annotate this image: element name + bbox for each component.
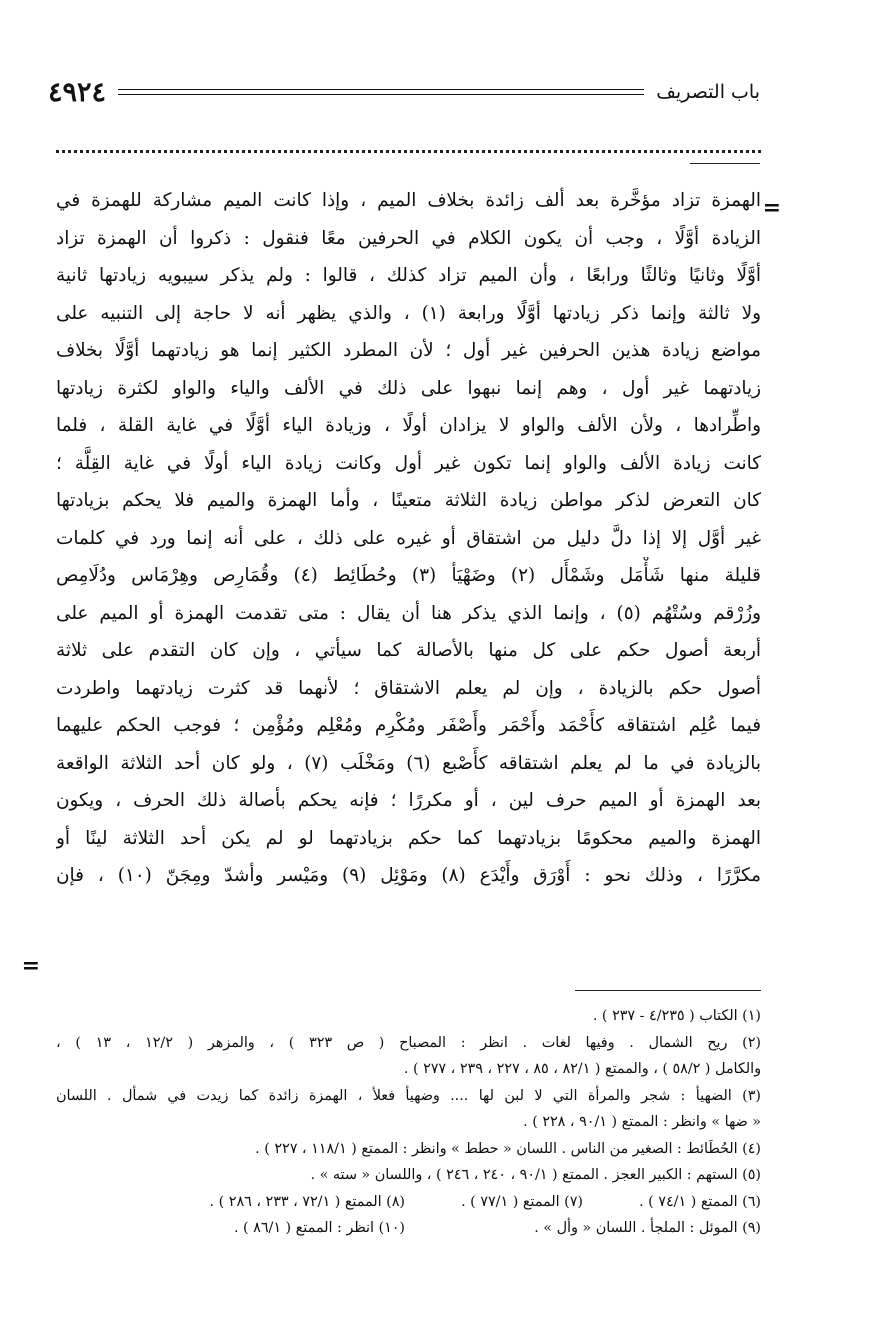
corner-rule <box>690 163 760 164</box>
body-line: أوَّلًا وثانيًا وثالثًا ورابعًا ، وأن الميم تزاد كذلك ، قالوا : ولم يذكر سيبويه زيادتها ثانية <box>56 265 761 286</box>
body-line: مواضع زيادة هذين الحرفين غير أول ؛ لأن المطرد الكثير إنما هو زيادتهما أوَّلًا بخلاف <box>56 340 761 361</box>
footnote-row-6-8 <box>56 1189 761 1216</box>
footnote-1: (١) الكتاب ( ٤/٢٣٥ - ٢٣٧ ) . <box>592 1008 761 1024</box>
footnote-3-line-1: (٣) الضهيأ : شجر والمرأة التي لا لبن لها .... وضهيأ فعلأ ، الهمزة زائدة كما زيدت في شمأل . اللسان <box>56 1087 761 1104</box>
body-line: غير أوَّل إلا إذا دلَّ دليل من اشتقاق أو غيره على ذلك ، على أنه إنما ورد في كلمات <box>56 527 761 549</box>
footnote-5: (٥) الستهم : الكبير العجز . الممتع ( ٩٠/١ ، ٢٤٠ ، ٢٤٦ ) ، واللسان « سته » . <box>310 1167 761 1183</box>
body-line: فيما عُلِم اشتقاقه كأَحْمَد وأَحْمَر وأَصْفَر ومُكْرِم ومُعْلِم ومُؤْمِن ؛ فوجب الحكم عليهما <box>56 715 761 736</box>
footnote-10: (١٠) انظر : الممتع ( ٨٦/١ ) . <box>233 1220 405 1236</box>
footnote-8: (٨) الممتع ( ٧٢/١ ، ٢٣٣ ، ٢٨٦ ) . <box>209 1193 405 1210</box>
body-line: أربعة أصول حكم على كل منها بالأصالة كما سيأتي ، وإن كان التقدم على ثلاثة <box>56 640 761 661</box>
body-line: بالزيادة في ما لم يعلم اشتقاقه كأَصْبع (٦) ومَخْلَب (٧) ، ولو كان أحد الثلاثة الواقعة <box>56 752 761 774</box>
footnote-4: (٤) الحُطَائط : الصغير من الناس . اللسان « حطط » وانظر : الممتع ( ١١٨/١ ، ٢٢٧ ) . <box>255 1140 761 1157</box>
body-line: واطِّرادها ، ولأن الألف والواو لا يزادان أولًا ، وزيادة الياء أوَّلًا في غاية القلة ، فلما <box>56 415 761 436</box>
footnote-row-9-10 <box>56 1215 761 1242</box>
footnote-9: (٩) الموئل : الملجأ . اللسان « وأل » . <box>534 1220 761 1236</box>
page-number: ٤٩٢٤ <box>48 76 107 108</box>
header-rule <box>118 89 644 95</box>
footnotes <box>56 1003 761 1242</box>
body-line: بعد الهمزة أو الميم حرف لين ، أو مكررًا ؛ فإنه يحكم بأصالة ذلك الحرف ، ويكون <box>56 790 761 811</box>
footnote-2-line-2: والكامل ( ٥٨/٢ ) ، والممتع ( ٨٢/١ ، ٨٥ ، ٢٢٧ ، ٢٣٩ ، ٢٧٧ ) . <box>403 1061 761 1077</box>
body-text <box>56 182 761 895</box>
chapter-title: باب التصريف <box>656 80 760 103</box>
continuation-mark-top: = <box>762 195 781 221</box>
body-line: الهمزة والميم محكومًا بزيادتهما كما حكم بزيادتهما لو لم يكن أحد الثلاثة لينًا أو <box>56 827 761 849</box>
footnote-6: (٦) الممتع ( ٧٤/١ ) . <box>639 1193 761 1210</box>
body-line: ولا ثالثة وإنما ذكر زيادتها أوَّلًا ورابعة (١) ، والذي يظهر أنه لا حاجة إلى التنبيه على <box>56 302 761 324</box>
body-line: كانت زيادة الألف والواو إنما تكون غير أول وكانت زيادة الياء أولًا في غاية القِلَّة ؛ <box>56 452 761 474</box>
body-line: أصول حكم بالزيادة ، وإن لم يعلم الاشتقاق ؛ لأنهما قد كثرت زيادتهما واطردت <box>56 677 761 699</box>
body-line: الهمزة تزاد مؤخَّرة بعد ألف زائدة بخلاف الميم ، وإذا كانت الميم مشاركة للهمزة في <box>56 190 761 211</box>
footnote-7: (٧) الممتع ( ٧٧/١ ) . <box>461 1193 583 1210</box>
continuation-mark-bottom: = <box>21 953 40 979</box>
footnote-2-line-1: (٢) ريح الشمال . وفيها لغات . انظر : المصباح ( ص ٣٢٣ ) ، والمزهر ( ١٢/٢ ، ١٣ ) ، <box>56 1034 761 1051</box>
body-line: الزيادة أوَّلًا ، وجب أن يكون الكلام في الحرفين معًا فنقول : ذكروا أن الهمزة تزاد <box>56 227 761 249</box>
body-line: مكرَّرًا ، وذلك نحو : أَوْرَق وأَيْدَع (٨) ومَوْئِل (٩) ومَيْسر وأشدّ ومِجَنّ (١٠) ، فإن <box>56 865 761 886</box>
dotted-separator <box>56 150 761 153</box>
page-header <box>48 70 760 114</box>
body-line: كان التعرض لذكر مواطن زيادة الثلاثة متعينًا ، وأما الهمزة والميم فلا يحكم بزيادتها <box>56 490 761 511</box>
body-line: قليلة منها شَأْمَل وشَمْأَل (٢) وضَهْيَأ (٣) وحُطَائِط (٤) وقُمَارِص وهِرْمَاس ودُلَامِص <box>56 565 761 586</box>
body-line: وزُرْقم وسُتْهُم (٥) ، وإنما الذي يذكر هنا أن يقال : متى تقدمت الهمزة أو الميم على <box>56 602 761 624</box>
footnote-3-line-2: « ضها » وانظر : الممتع ( ٩٠/١ ، ٢٢٨ ) . <box>523 1114 761 1130</box>
footnote-rule <box>575 990 761 991</box>
body-line: زيادتهما غير أول ، وهم إنما نبهوا على ذلك في الألف والياء والواو لكثرة زيادتها <box>56 377 761 399</box>
